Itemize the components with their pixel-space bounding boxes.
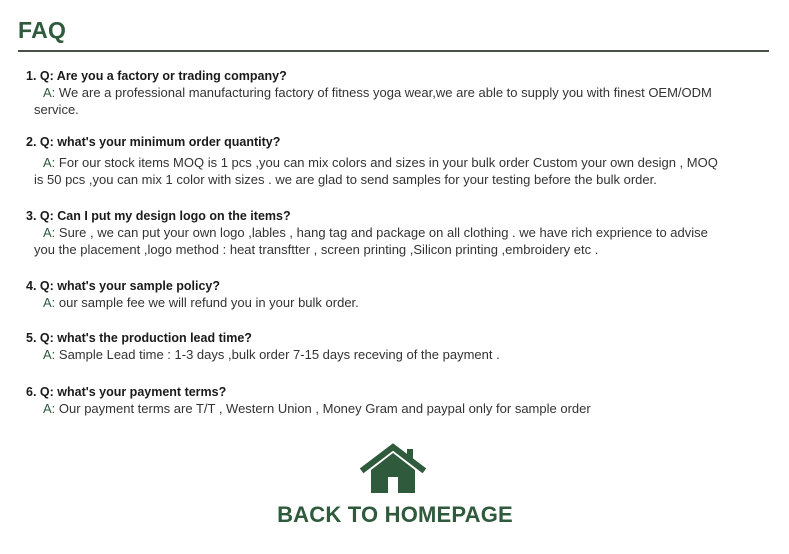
faq-question: 1. Q: Are you a factory or trading company? — [26, 69, 287, 83]
faq-question: 6. Q: what's your payment terms? — [26, 385, 227, 399]
answer-text-continued: service. — [34, 101, 79, 117]
faq-item-4 — [26, 278, 771, 312]
faq-answer — [26, 225, 771, 258]
faq-answer — [26, 295, 771, 312]
faq-answer — [26, 347, 771, 364]
faq-answer — [26, 85, 771, 118]
faq-question: 3. Q: Can I put my design logo on the items? — [26, 209, 291, 223]
answer-label: A: — [43, 295, 56, 310]
faq-item-6 — [26, 384, 771, 418]
back-to-homepage-button[interactable] — [276, 440, 514, 536]
answer-text-continued: you the placement ,logo method : heat transftter , screen printing ,Silicon printing ,embroidery etc . — [34, 241, 599, 257]
answer-text: We are a professional manufacturing factory of fitness yoga wear,we are able to supply you with finest OEM/ODM — [55, 85, 712, 100]
answer-text: Sample Lead time : 1-3 days ,bulk order 7-15 days receving of the payment . — [55, 347, 500, 362]
faq-item-5 — [26, 330, 771, 364]
answer-text: For our stock items MOQ is 1 pcs ,you can mix colors and sizes in your bulk order Custom your own design , MOQ — [55, 155, 718, 170]
faq-question: 4. Q: what's your sample policy? — [26, 279, 220, 293]
back-to-homepage-label[interactable]: BACK TO HOMEPAGE — [277, 502, 513, 527]
faq-item-2 — [26, 134, 771, 188]
faq-question: 5. Q: what's the production lead time? — [26, 331, 252, 345]
answer-label: A: — [43, 347, 56, 362]
faq-item-3 — [26, 208, 771, 258]
answer-text: Sure , we can put your own logo ,lables , hang tag and package on all clothing . we have rich exprience to advise — [55, 225, 708, 240]
answer-label: A: — [43, 401, 56, 416]
answer-text-continued: is 50 pcs ,you can mix 1 color with sizes . we are glad to send samples for your testing before the bulk order. — [34, 171, 657, 187]
faq-question: 2. Q: what's your minimum order quantity? — [26, 135, 281, 149]
faq-answer — [26, 401, 771, 418]
answer-text: Our payment terms are T/T , Western Union , Money Gram and paypal only for sample order — [55, 401, 591, 416]
answer-label: A: — [43, 85, 56, 100]
page-title: FAQ — [18, 17, 67, 43]
faq-answer — [26, 155, 771, 188]
answer-label: A: — [43, 155, 56, 170]
faq-item-1 — [26, 68, 771, 118]
home-icon[interactable] — [360, 443, 426, 495]
answer-text: our sample fee we will refund you in your bulk order. — [55, 295, 359, 310]
answer-label: A: — [43, 225, 56, 240]
